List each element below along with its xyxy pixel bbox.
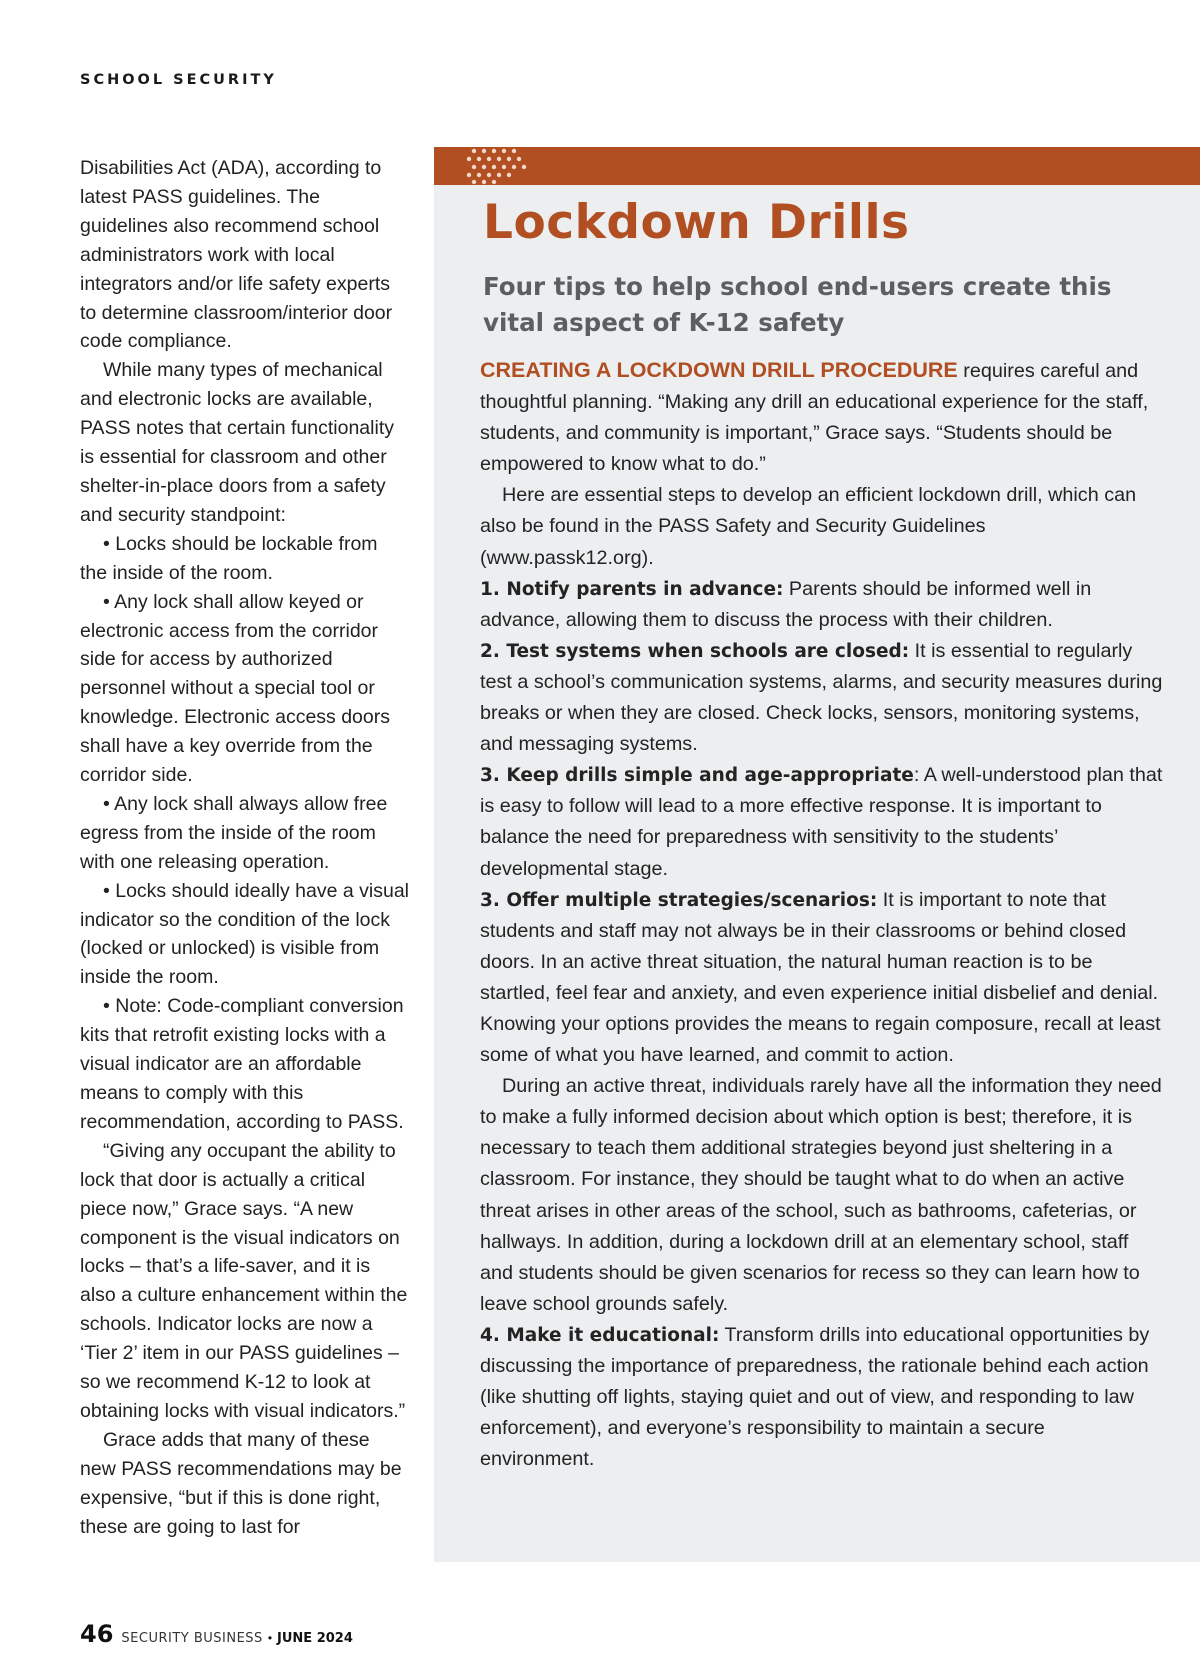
dot-pattern-icon bbox=[462, 147, 552, 185]
tip-heading: 2. Test systems when schools are closed: bbox=[480, 640, 910, 662]
sidebar-paragraph: Here are essential steps to develop an efficient lockdown drill, which can also be found in the PASS Safety and Security Guidelines (www.passk12.org). bbox=[480, 484, 1137, 569]
lead-in: CREATING A LOCKDOWN DRILL PROCEDURE bbox=[480, 358, 958, 382]
left-paragraph: Disabilities Act (ADA), according to latest PASS guidelines. The guidelines also recommend school administrators work with local integrators and/or life safety experts to determine classroom/interior door code compliance. bbox=[80, 157, 393, 353]
issue-date: JUNE 2024 bbox=[277, 1631, 353, 1646]
tip-item bbox=[480, 574, 1164, 636]
left-paragraph: “Giving any occupant the ability to lock that door is actually a critical piece now,” Grace says. “A new component is the visual indicators on locks – that’s a life-saver, and it is also a culture enhancement within the schools. Indicator locks are now a ‘Tier 2’ item in our PASS guidelines – so we recommend K-12 to look at obtaining locks with visual indicators.” bbox=[80, 1139, 408, 1422]
tip-item bbox=[480, 885, 1164, 1072]
tip-heading: 4. Make it educational: bbox=[480, 1324, 720, 1346]
footer-separator: • bbox=[267, 1631, 273, 1645]
tip-text: Transform drills into educational opportunities by discussing the importance of preparedness, the rationale behind each action (like shutting off lights, staying quiet and out of view, and responding to law enforcement), and everyone’s responsibility to maintain a secure environment. bbox=[480, 1323, 1150, 1471]
bullet-item: • Any lock shall allow keyed or electronic access from the corridor side for access by authorized personnel without a special tool or knowledge. Electronic access doors shall have a key override from the corridor side. bbox=[80, 590, 390, 787]
bullet-item: • Note: Code-compliant conversion kits that retrofit existing locks with a visual indicator are an affordable means to comply with this recommendation, according to PASS. bbox=[80, 995, 404, 1133]
page-footer bbox=[80, 1620, 353, 1648]
tip-text: : A well-understood plan that is easy to follow will lead to a more effective response. It is important to balance the need for preparedness with sensitivity to the students’ developmental stage. bbox=[480, 764, 1163, 880]
intro-text: requires careful and thoughtful planning. “Making any drill an educational experience for the staff, students, and community is important,” Grace says. “Students should be empowered to know what to do.” bbox=[480, 360, 1149, 476]
sidebar-accent-bar bbox=[434, 147, 1200, 185]
tip-heading: 3. Keep drills simple and age-appropriate bbox=[480, 765, 914, 787]
sidebar-body bbox=[480, 355, 1164, 1475]
tip-text: It is important to note that students and staff may not always be in their classrooms or behind closed doors. In an active threat situation, the natural human reaction is to be startled, feel fear and anxiety, and even experience initial disbelief and denial. Knowing your options provides the means to regain composure, recall at least some of what you have learned, and commit to action. bbox=[480, 888, 1161, 1067]
sidebar-box bbox=[434, 147, 1200, 1562]
tip-text: It is essential to regularly test a school’s communication systems, alarms, and security measures during breaks or when they are closed. Check locks, sensors, monitoring systems, and messaging systems. bbox=[480, 639, 1163, 756]
sidebar-subtitle: Four tips to help school end-users create this vital aspect of K-12 safety bbox=[483, 272, 1112, 337]
bullet-item: • Locks should ideally have a visual indicator so the condition of the lock (locked or unlocked) is visible from inside the room. bbox=[80, 879, 410, 989]
page-number: 46 bbox=[80, 1620, 114, 1648]
left-column bbox=[80, 154, 410, 1542]
sidebar-intro bbox=[480, 355, 1164, 480]
sidebar-title: Lockdown Drills bbox=[483, 195, 910, 250]
left-paragraph: Grace adds that many of these new PASS recommendations may be expensive, “but if this is done right, these are going to last for bbox=[80, 1428, 402, 1538]
bullet-item: • Any lock shall always allow free egress from the inside of the room with one releasing operation. bbox=[80, 792, 388, 873]
tip-item bbox=[480, 636, 1164, 760]
tip-item bbox=[480, 1320, 1164, 1475]
tip-item bbox=[480, 760, 1164, 884]
bullet-item: • Locks should be lockable from the inside of the room. bbox=[80, 532, 378, 584]
left-paragraph: While many types of mechanical and electronic locks are available, PASS notes that certain functionality is essential for classroom and other shelter-in-place doors from a safety and security standpoint: bbox=[80, 359, 394, 526]
sidebar-paragraph: During an active threat, individuals rarely have all the information they need to make a fully informed decision about which option is best; therefore, it is necessary to teach them additional strategies beyond just sheltering in a classroom. For instance, they should be taught what to do when an active threat arises in other areas of the school, such as bathrooms, cafeterias, or hallways. In addition, during a lockdown drill at an elementary school, staff and students should be given scenarios for recess so they can learn how to leave school grounds safely. bbox=[480, 1075, 1162, 1315]
tip-text: Parents should be informed well in advance, allowing them to discuss the process with their children. bbox=[480, 577, 1092, 631]
tip-heading: 1. Notify parents in advance: bbox=[480, 578, 784, 600]
section-label: SCHOOL SECURITY bbox=[80, 72, 277, 88]
tip-heading: 3. Offer multiple strategies/scenarios: bbox=[480, 889, 878, 911]
publication-name: SECURITY BUSINESS bbox=[121, 1631, 263, 1646]
